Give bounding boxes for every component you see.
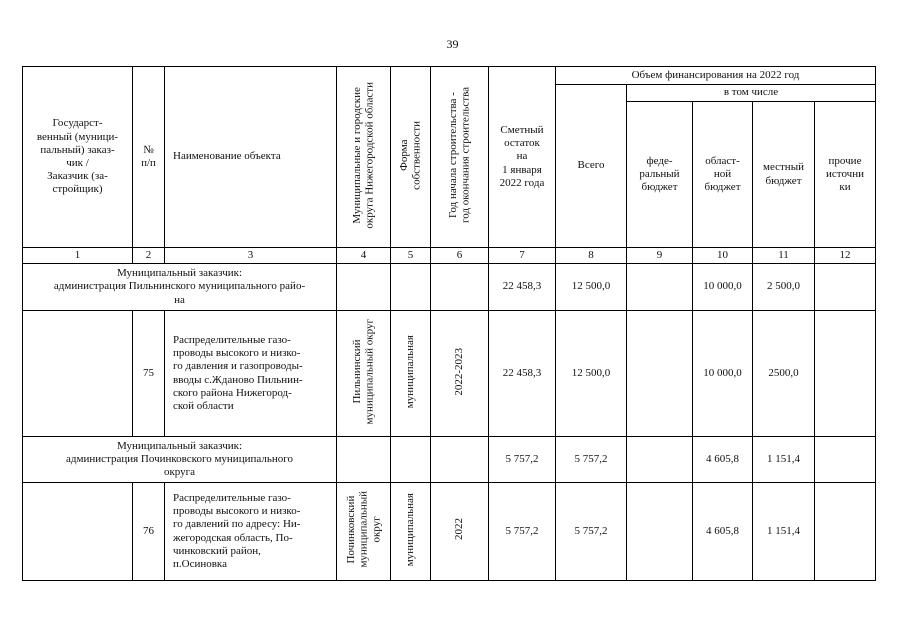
empty-cell — [391, 264, 431, 311]
local-amount: 1 151,4 — [753, 437, 815, 483]
federal-amount — [627, 483, 693, 581]
header-estimated-balance: Сметный остаток на 1 января 2022 года — [489, 67, 556, 248]
regional-amount: 10 000,0 — [693, 264, 753, 311]
column-number: 4 — [337, 248, 391, 264]
local-amount: 2 500,0 — [753, 264, 815, 311]
object-name: Распределительные газо- проводы высокого и низко- го давления и газопроводы- вводы с.Жданово Пильнин- ского района Нижегород- ской области — [165, 311, 337, 437]
header-years-text: Год начала строительства - год окончания строительства — [446, 86, 472, 223]
empty-cell — [337, 437, 391, 483]
empty-cell — [431, 264, 489, 311]
header-regional: област- ной бюджет — [693, 102, 753, 248]
column-number: 7 — [489, 248, 556, 264]
empty-cell — [23, 483, 133, 581]
header-years — [431, 67, 489, 248]
estimated-balance: 5 757,2 — [489, 483, 556, 581]
column-number-row — [23, 248, 876, 264]
header-other: прочие источни ки — [815, 102, 876, 248]
empty-cell — [337, 264, 391, 311]
object-ownership-text: муниципальная — [404, 334, 417, 409]
column-number: 9 — [627, 248, 693, 264]
column-number: 12 — [815, 248, 876, 264]
header-municipality-text: Муниципальные и городские округа Нижегородской области — [350, 81, 376, 229]
object-years — [431, 483, 489, 581]
object-ownership — [391, 483, 431, 581]
column-number: 1 — [23, 248, 133, 264]
estimated-balance: 22 458,3 — [489, 264, 556, 311]
header-ownership-text: Форма собственности — [397, 120, 423, 190]
page-number: 39 — [446, 37, 459, 51]
federal-amount — [627, 264, 693, 311]
estimated-balance: 5 757,2 — [489, 437, 556, 483]
header-ownership — [391, 67, 431, 248]
column-number: 5 — [391, 248, 431, 264]
empty-cell — [391, 437, 431, 483]
local-amount: 2500,0 — [753, 311, 815, 437]
total-amount: 12 500,0 — [556, 311, 627, 437]
object-municipality — [337, 483, 391, 581]
object-row — [23, 311, 876, 437]
empty-cell — [431, 437, 489, 483]
regional-amount: 10 000,0 — [693, 311, 753, 437]
object-row — [23, 483, 876, 581]
object-number: 76 — [133, 483, 165, 581]
header-number: № п/п — [133, 67, 165, 248]
object-ownership — [391, 311, 431, 437]
header-object-name: Наименование объекта — [165, 67, 337, 248]
estimated-balance: 22 458,3 — [489, 311, 556, 437]
column-number: 8 — [556, 248, 627, 264]
header-federal: феде- ральный бюджет — [627, 102, 693, 248]
column-number: 11 — [753, 248, 815, 264]
column-number: 6 — [431, 248, 489, 264]
header-including: в том числе — [627, 85, 876, 102]
object-years — [431, 311, 489, 437]
total-amount: 12 500,0 — [556, 264, 627, 311]
header-municipality — [337, 67, 391, 248]
header-local: местный бюджет — [753, 102, 815, 248]
other-amount — [815, 437, 876, 483]
object-municipality — [337, 311, 391, 437]
column-number: 10 — [693, 248, 753, 264]
regional-amount: 4 605,8 — [693, 437, 753, 483]
object-years-text: 2022 — [453, 518, 466, 541]
object-municipality-text: Пильнинский муниципальный округ — [350, 318, 376, 425]
object-name: Распределительные газо- проводы высокого и низко- го давлений по адресу: Ни- жегородская область, По- чинковский район, п.Осиновка — [165, 483, 337, 581]
regional-amount: 4 605,8 — [693, 483, 753, 581]
column-number: 2 — [133, 248, 165, 264]
customer-name: Муниципальный заказчик: администрация Починковского муниципального округа — [23, 437, 337, 483]
object-ownership-text: муниципальная — [404, 492, 417, 567]
other-amount — [815, 264, 876, 311]
federal-amount — [627, 311, 693, 437]
other-amount — [815, 311, 876, 437]
empty-cell — [23, 311, 133, 437]
local-amount: 1 151,4 — [753, 483, 815, 581]
header-customer: Государст- венный (муници- пальный) заказ- чик / Заказчик (за- стройщик) — [23, 67, 133, 248]
header-funding-group: Объем финансирования на 2022 год — [556, 67, 876, 85]
customer-summary-row — [23, 264, 876, 311]
financing-table — [22, 66, 876, 581]
other-amount — [815, 483, 876, 581]
header-total: Всего — [556, 85, 627, 248]
object-number: 75 — [133, 311, 165, 437]
object-years-text: 2022-2023 — [453, 347, 466, 396]
column-number: 3 — [165, 248, 337, 264]
total-amount: 5 757,2 — [556, 437, 627, 483]
customer-name: Муниципальный заказчик: администрация Пильнинского муниципального райо- на — [23, 264, 337, 311]
object-municipality-text: Починковский муниципальный округ — [344, 491, 382, 568]
total-amount: 5 757,2 — [556, 483, 627, 581]
federal-amount — [627, 437, 693, 483]
customer-summary-row — [23, 437, 876, 483]
